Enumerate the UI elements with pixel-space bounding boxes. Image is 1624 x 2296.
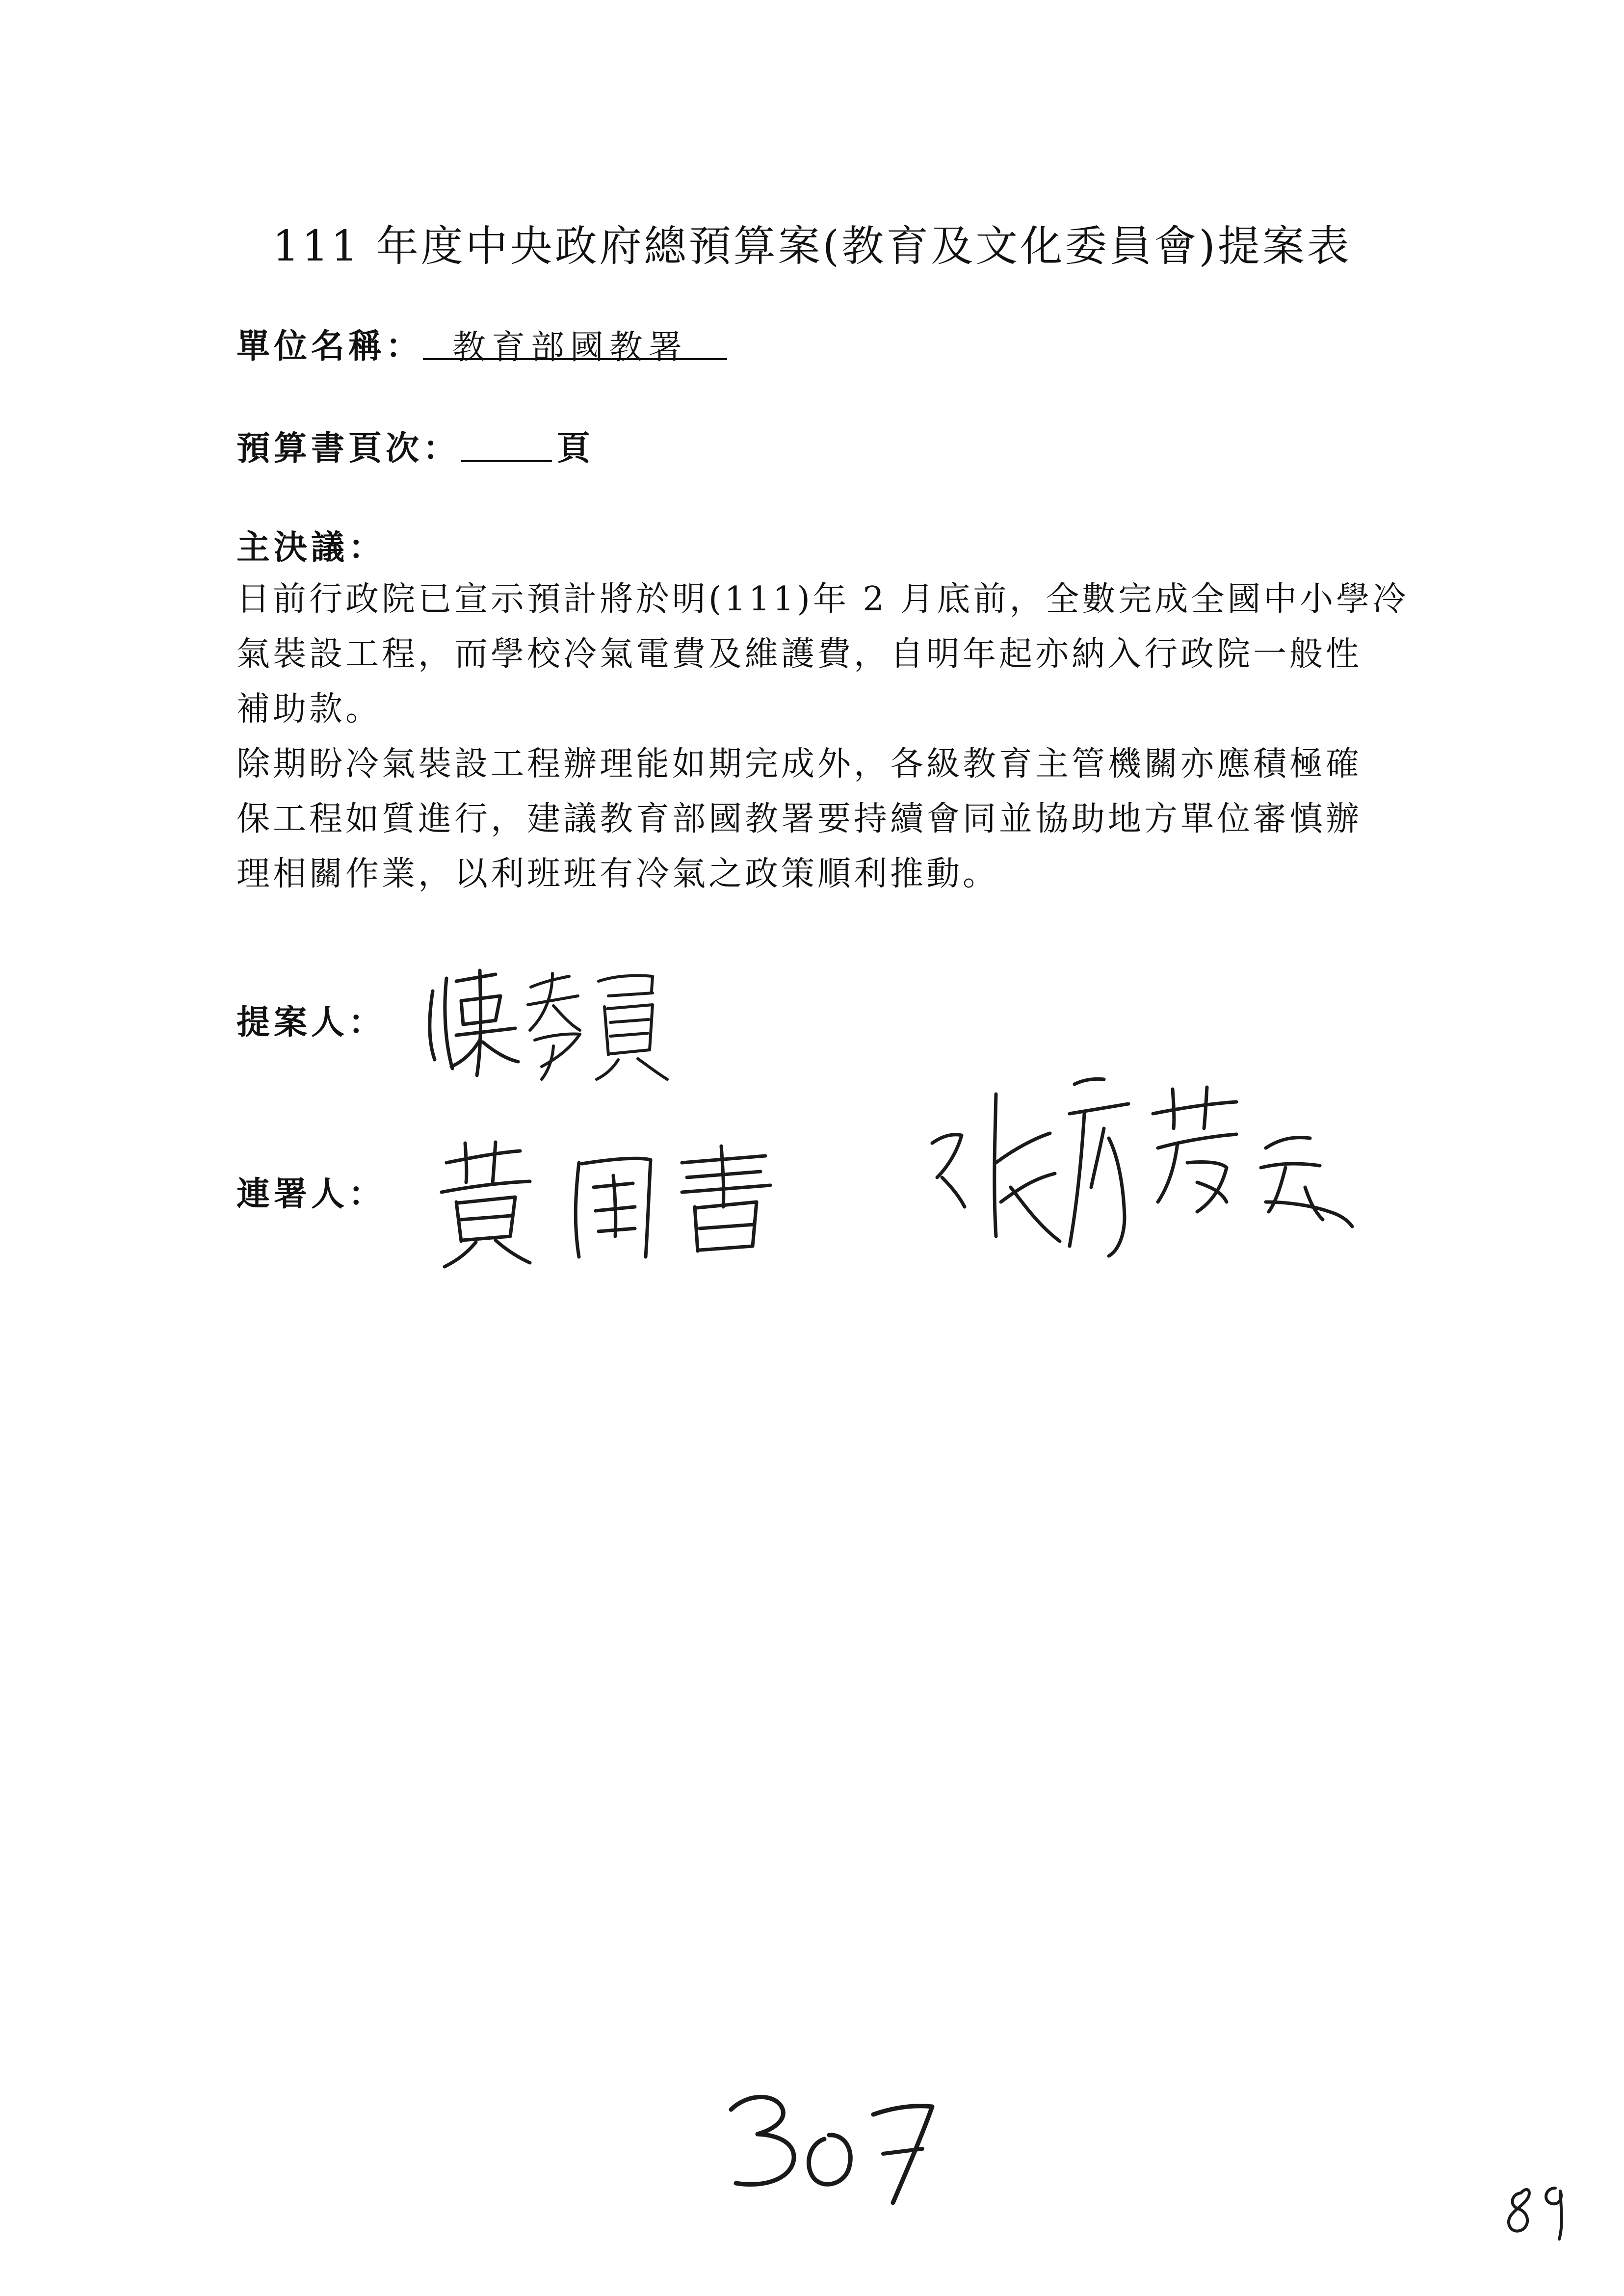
resolution-body [236, 572, 1453, 902]
resolution-label: 主決議： [236, 528, 386, 567]
cosigner-label: 連署人： [236, 1175, 386, 1214]
resolution-line: 日前行政院已宣示預計將於明(111)年 2 月底前，全數完成全國中小學冷 [236, 580, 1409, 619]
resolution-line: 保工程如質進行，建議教育部國教署要持續會同並協助地方單位審慎辦 [236, 800, 1362, 838]
resolution-line: 氣裝設工程，而學校冷氣電費及維護費，自明年起亦納入行政院一般性 [236, 635, 1362, 674]
resolution-line: 除期盼冷氣裝設工程辦理能如期完成外，各級教育主管機關亦應積極確 [236, 745, 1362, 783]
budget-page-label: 預算書頁次： [236, 429, 461, 468]
resolution-line: 理相關作業，以利班班有冷氣之政策順利推動。 [236, 855, 999, 893]
handwritten-page-number [716, 2080, 947, 2208]
budget-page-suffix: 頁 [557, 429, 595, 468]
budget-page-field [461, 422, 552, 462]
cosigner-signature-1 [427, 1128, 800, 1276]
cosigner-signature-2 [922, 1040, 1364, 1276]
document-title: 111 年度中央政府總預算案(教育及文化委員會)提案表 [272, 222, 1352, 271]
resolution-line: 補助款。 [236, 690, 382, 729]
unit-name-label: 單位名稱： [236, 327, 423, 366]
proposer-label: 提案人： [236, 1003, 386, 1042]
unit-name-field [423, 320, 727, 367]
handwritten-corner-number [1501, 2178, 1580, 2242]
unit-name-value: 教育部國教署 [452, 328, 688, 367]
proposer-signature [422, 962, 697, 1089]
